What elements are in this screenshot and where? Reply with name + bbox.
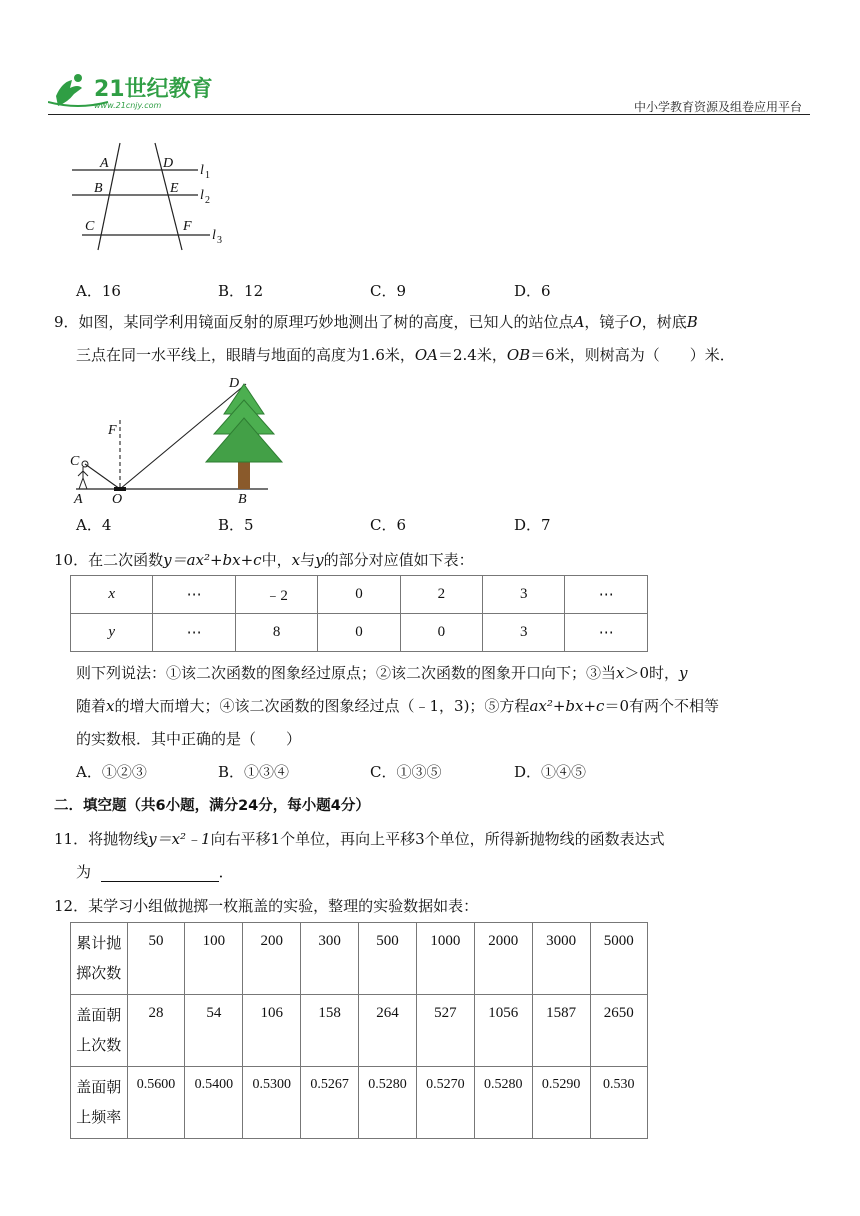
cell: 2 [400, 576, 482, 614]
cell: 1587 [532, 995, 590, 1067]
label-F: F [108, 423, 117, 438]
cell: ⋯ [565, 576, 648, 614]
cell: 0.530 [590, 1067, 647, 1139]
cell: 300 [301, 923, 359, 995]
label-B: B [94, 181, 103, 196]
platform-name: 中小学教育资源及组卷应用平台 [633, 100, 802, 114]
label-F: F [183, 219, 192, 234]
cell: 54 [185, 995, 243, 1067]
q10-statements-1: 则下列说法：①该二次函数的图象经过原点；②该二次函数的图象开口向下；③当x＞0时，y [76, 664, 688, 682]
logo [48, 72, 258, 112]
cell: 3 [483, 614, 565, 652]
q10-row-x [71, 576, 648, 614]
q10-row-y [71, 614, 648, 652]
label-l2: l [200, 188, 204, 203]
cell: 0.5600 [127, 1067, 185, 1139]
header-rule [48, 114, 810, 115]
label-l2-sub: 2 [205, 195, 210, 206]
q9-option-b: B．5 [218, 516, 254, 534]
cell: 1000 [416, 923, 474, 995]
q10-option-b: B．①③④ [218, 763, 290, 781]
cell: 0.5300 [243, 1067, 301, 1139]
q11-line2: 为 ． [76, 863, 234, 881]
label-l1-sub: 1 [205, 170, 210, 181]
q9-line2: 三点在同一水平线上，眼睛与地面的高度为1.6米，OA＝2.4米，OB＝6米，则树高为（ ）米． [76, 346, 735, 364]
cell: 2650 [590, 995, 647, 1067]
q10-statements-2: 随着x的增大而增大；④该二次函数的图象经过点（﹣1，3)；⑤方程ax²+bx+c＝0有两个不相等 [76, 697, 719, 715]
label-B: B [238, 492, 247, 507]
q8-option-c: C．9 [370, 282, 407, 300]
label-C: C [70, 454, 80, 469]
label-l1: l [200, 163, 204, 178]
cell: 0.5280 [359, 1067, 417, 1139]
label-E: E [170, 181, 179, 196]
cell: x [71, 576, 153, 614]
cell: 0.5267 [301, 1067, 359, 1139]
cell: 3000 [532, 923, 590, 995]
cell: ⋯ [153, 576, 235, 614]
cell: 100 [185, 923, 243, 995]
q10-table [70, 575, 648, 652]
label-D: D [229, 376, 240, 391]
label-C: C [85, 219, 95, 234]
cell: 0.5400 [185, 1067, 243, 1139]
q11-line1: 11．将抛物线y＝x²﹣1向右平移1个单位，再向上平移3个单位，所得新抛物线的函数表达式 [54, 830, 665, 848]
q10-option-d: D．①④⑤ [514, 763, 587, 781]
cell: 3 [483, 576, 565, 614]
label-A: A [74, 492, 83, 507]
q9-line1: 9．如图，某同学利用镜面反射的原理巧妙地测出了树的高度，已知人的站位点A，镜子O，树底B [54, 313, 698, 331]
cell: 106 [243, 995, 301, 1067]
logo-url: www.21cnjy.com [94, 101, 162, 110]
cell: 0 [318, 576, 400, 614]
q10-option-a: A．①②③ [76, 763, 147, 781]
q12-row [71, 923, 648, 995]
cell: 50 [127, 923, 185, 995]
cell: ⋯ [565, 614, 648, 652]
cell: ﹣2 [235, 576, 317, 614]
cell: 264 [359, 995, 417, 1067]
q10-option-c: C．①③⑤ [370, 763, 442, 781]
cell: 8 [235, 614, 317, 652]
row-header: 盖面朝 上频率 [71, 1067, 128, 1139]
answer-blank[interactable] [101, 865, 219, 882]
q12-row [71, 1067, 648, 1139]
q9-option-a: A．4 [76, 516, 112, 534]
label-A: A [100, 156, 109, 171]
label-l3-sub: 3 [217, 235, 222, 246]
cell: 0.5270 [416, 1067, 474, 1139]
cell: 1056 [474, 995, 532, 1067]
label-l3: l [212, 228, 216, 243]
q10-statements-3: 的实数根．其中正确的是（ ） [76, 730, 302, 748]
q10-intro: 10．在二次函数y＝ax²+bx+c中，x与y的部分对应值如下表： [54, 551, 474, 569]
cell: y [71, 614, 153, 652]
cell: 5000 [590, 923, 647, 995]
cell: 0 [400, 614, 482, 652]
cell: 2000 [474, 923, 532, 995]
q8-option-a: A．16 [76, 282, 121, 300]
q12-row [71, 995, 648, 1067]
label-O: O [112, 492, 123, 507]
cell: 158 [301, 995, 359, 1067]
row-header: 累计抛 掷次数 [71, 923, 128, 995]
tree-mirror-figure [68, 372, 308, 507]
cell: 0.5280 [474, 1067, 532, 1139]
q9-option-c: C．6 [370, 516, 407, 534]
cell: 200 [243, 923, 301, 995]
section-title: 二．填空题（共6小题，满分24分，每小题4分） [54, 798, 370, 814]
q12-intro: 12．某学习小组做抛掷一枚瓶盖的实验，整理的实验数据如表： [54, 897, 479, 915]
parallel-lines-figure [70, 140, 230, 255]
cell: 0 [318, 614, 400, 652]
label-D: D [163, 156, 174, 171]
page-header [48, 70, 810, 118]
row-header: 盖面朝 上次数 [71, 995, 128, 1067]
cell: 28 [127, 995, 185, 1067]
q9-option-d: D．7 [514, 516, 551, 534]
cell: 527 [416, 995, 474, 1067]
logo-text: 21世纪教育 [94, 77, 213, 102]
cell: 0.5290 [532, 1067, 590, 1139]
q8-option-b: B．12 [218, 282, 264, 300]
q12-table [70, 922, 648, 1139]
q8-option-d: D．6 [514, 282, 551, 300]
cell: 500 [359, 923, 417, 995]
cell: ⋯ [153, 614, 235, 652]
